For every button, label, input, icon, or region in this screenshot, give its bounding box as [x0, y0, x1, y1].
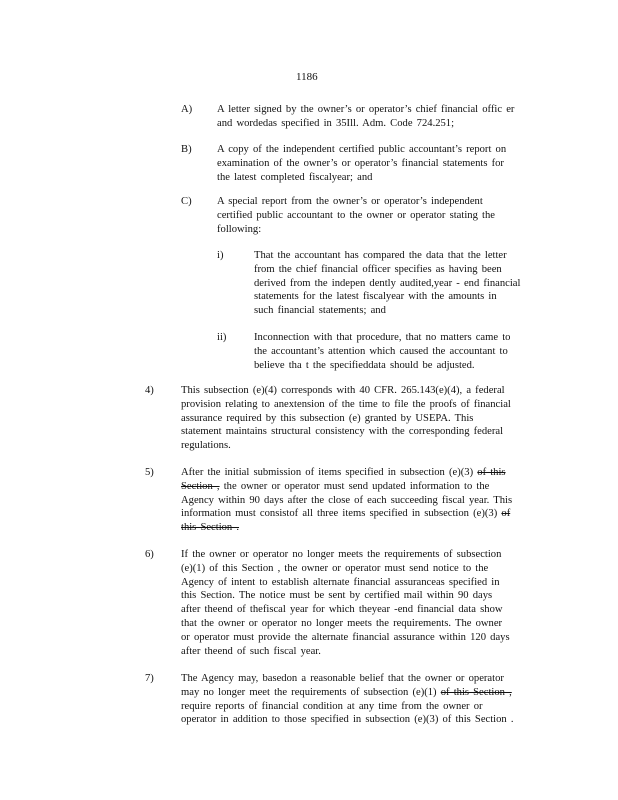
- text-segment: statements for the latest fiscalyear with the amounts in: [254, 291, 497, 303]
- text-line: [181, 466, 537, 480]
- item-paragraph: [217, 103, 533, 131]
- text-line: [181, 672, 533, 686]
- text-line: [181, 713, 533, 727]
- text-segment: require reports of financial condition at any time from the owner or: [181, 700, 483, 712]
- text-segment: certified public accountant to the owner or operator stating the: [217, 209, 495, 221]
- text-line: [181, 700, 533, 714]
- item-label: i): [217, 250, 224, 261]
- item-paragraph: [217, 143, 533, 184]
- item-label: 4): [145, 385, 154, 396]
- text-segment: examination of the owner’s or operator’s financial statements for: [217, 157, 504, 169]
- text-line: [181, 686, 533, 700]
- item-paragraph: [181, 672, 533, 727]
- text-segment: Agency of intent to establish alternate financial assuranceas specified in: [181, 576, 500, 588]
- text-segment: A letter signed by the owner’s or operator’s chief financial offic er: [217, 104, 515, 115]
- text-line: [217, 223, 517, 237]
- text-segment: assurance required by this subsection (e) granted by USEPA. This: [181, 412, 474, 424]
- text-line: [217, 117, 533, 131]
- text-segment: may no longer meet the requirements of subsection (e)(1): [181, 686, 441, 698]
- text-segment: from the chief financial officer specifies as having been: [254, 263, 502, 275]
- item-paragraph: [217, 195, 517, 236]
- text-line: [217, 171, 533, 185]
- text-line: [181, 398, 531, 412]
- text-segment: A special report from the owner’s or operator’s independent: [217, 196, 483, 207]
- text-segment: If the owner or operator no longer meets the requirements of subsection: [181, 549, 502, 560]
- text-segment: after theend of thefiscal year for which theyear -end financial data show: [181, 604, 503, 616]
- text-segment: believe tha t the specifieddata should be adjusted.: [254, 359, 475, 371]
- struck-text: this Section .: [181, 522, 240, 534]
- item-label: B): [181, 144, 192, 155]
- struck-text: of this Section ,: [440, 686, 512, 698]
- text-segment: provision relating to anextension of the time to file the proofs of financial: [181, 398, 511, 410]
- page-number: 1186: [296, 71, 318, 83]
- text-segment: this Section. The notice must be sent by certified mail within 90 days: [181, 590, 493, 602]
- item-paragraph: [181, 548, 535, 658]
- text-line: [181, 412, 531, 426]
- text-line: [254, 263, 532, 277]
- text-line: [181, 507, 537, 521]
- item-label: 7): [145, 673, 154, 684]
- text-segment: Agency within 90 days after the close of each succeeding fiscal year. This: [181, 494, 513, 506]
- text-line: [181, 480, 537, 494]
- text-segment: such financial statements; and: [254, 305, 386, 317]
- text-line: [254, 290, 532, 304]
- text-segment: (e)(1) of this Section , the owner or operator must send notice to the: [181, 562, 489, 574]
- text-line: [181, 548, 535, 562]
- text-segment: derived from the indepen dently audited,year - end financial: [254, 277, 521, 289]
- item-label: A): [181, 104, 193, 115]
- text-line: [254, 331, 532, 345]
- text-line: [181, 425, 531, 439]
- text-line: [181, 384, 531, 398]
- item-paragraph: [254, 249, 532, 318]
- struck-text: of this: [477, 467, 506, 478]
- text-segment: After the initial submission of items specified in subsection (e)(3): [181, 467, 478, 478]
- struck-text: Section ,: [181, 480, 220, 492]
- text-line: [181, 576, 535, 590]
- item-label: ii): [217, 332, 227, 343]
- text-line: [181, 645, 535, 659]
- text-segment: the latest completed fiscalyear; and: [217, 171, 373, 183]
- text-line: [181, 617, 535, 631]
- item-paragraph: [181, 384, 531, 453]
- text-line: [254, 277, 532, 291]
- text-segment: after theend of such fiscal year.: [181, 645, 321, 657]
- text-segment: following:: [217, 223, 262, 235]
- text-line: [181, 494, 537, 508]
- item-paragraph: [254, 331, 532, 372]
- text-segment: operator in addition to those specified in subsection (e)(3) of this Section .: [181, 714, 514, 726]
- text-segment: regulations.: [181, 440, 231, 452]
- text-segment: The Agency may, basedon a reasonable belief that the owner or operator: [181, 673, 504, 684]
- text-line: [181, 603, 535, 617]
- text-line: [181, 439, 531, 453]
- text-segment: or operator must provide the alternate financial assurance within 120 days: [181, 631, 510, 643]
- text-line: [217, 195, 517, 209]
- text-segment: A copy of the independent certified public accountant’s report on: [217, 144, 507, 155]
- text-segment: This subsection (e)(4) corresponds with 40 CFR. 265.143(e)(4), a federal: [181, 385, 505, 396]
- text-line: [181, 521, 537, 535]
- text-segment: that the owner or operator no longer meets the requirements. The owner: [181, 617, 503, 629]
- text-line: [254, 345, 532, 359]
- text-line: [181, 562, 535, 576]
- text-segment: information must consistof all three items specified in subsection (e)(3): [181, 508, 502, 520]
- item-label: 6): [145, 549, 154, 560]
- text-line: [217, 157, 533, 171]
- item-label: 5): [145, 467, 154, 478]
- struck-text: of: [501, 508, 511, 520]
- item-paragraph: [181, 466, 537, 535]
- text-line: [181, 589, 535, 603]
- text-segment: That the accountant has compared the data that the letter: [254, 250, 507, 261]
- text-line: [254, 249, 532, 263]
- text-segment: Inconnection with that procedure, that no matters came to: [254, 332, 511, 343]
- text-line: [181, 631, 535, 645]
- text-line: [254, 304, 532, 318]
- text-segment: the owner or operator must send updated information to the: [219, 480, 490, 492]
- text-line: [217, 103, 533, 117]
- text-line: [254, 359, 532, 373]
- text-segment: the accountant’s attention which caused the accountant to: [254, 345, 508, 357]
- text-line: [217, 143, 533, 157]
- item-label: C): [181, 196, 192, 207]
- text-segment: statement maintains structural consistency with the corresponding federal: [181, 426, 504, 438]
- text-line: [217, 209, 517, 223]
- text-segment: and wordedas specified in 35Ill. Adm. Code 724.251;: [217, 117, 455, 129]
